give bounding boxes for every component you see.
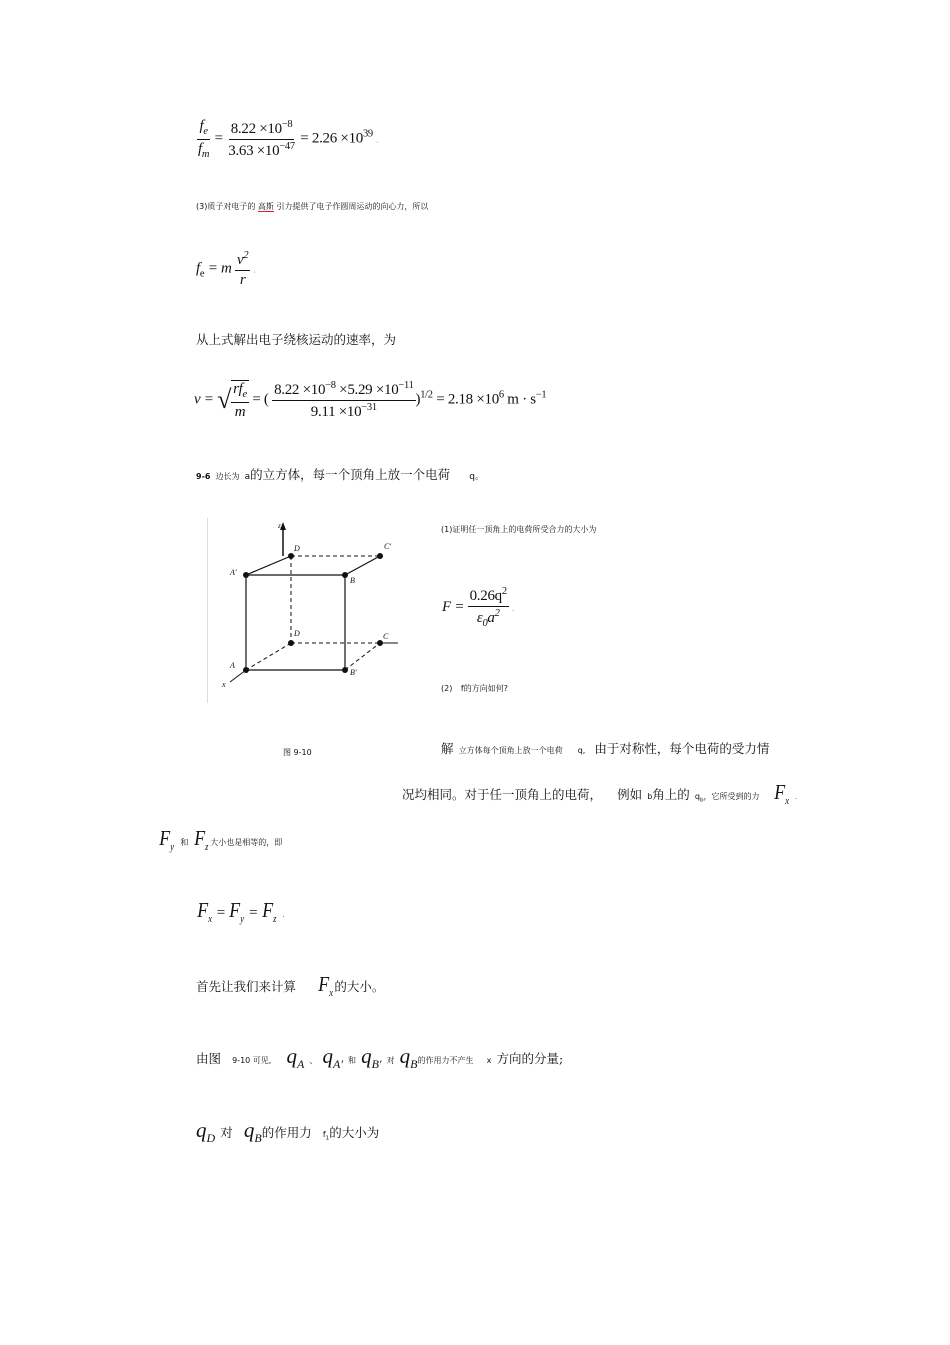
label-z: z	[278, 522, 281, 530]
label-D-lower: D	[294, 629, 300, 638]
figure-analysis-line: 由图 9-10 可见, $q_A$ 、 $q_{A'}$ 和 $q_{B'}$ 对 $q_B$的作用力不产生 x 方向的分量;	[196, 1044, 564, 1072]
label-B: B	[350, 576, 355, 585]
velocity-intro-text: 从上式解出电子绕核运动的速率，为	[196, 332, 397, 347]
label-x: x	[222, 680, 226, 689]
label-C-prime: C'	[384, 542, 392, 551]
solution-line-1: 解 立方体每个顶角上放一个电荷 q, 由于对称性，每个电荷的受力情	[441, 741, 770, 756]
equation-force-ratio: $\frac{f_e}{f_m}$ = $\frac{8.22 \times 10^{-8}}{3.63 \times 10^{-47}}$ = $2.26 \times 10^{39}$ .	[198, 118, 378, 160]
equation-resultant-force: F = $\frac{0.26q^2}{\varepsilon_0a^2}$ .	[442, 586, 514, 629]
solution-line-3: $F_y$ 和 $F_z$大小也是相等的，即	[159, 826, 283, 854]
equation-centripetal: $f_e = m$ $\frac{v^2}{r}$ .	[196, 250, 255, 288]
qd-on-qb-line: $q_D$ 对 $q_B$的作用力 $f_1$的大小为	[196, 1118, 380, 1146]
label-A-prime: A'	[230, 568, 237, 577]
solution-line-2: 况均相同。对于任一顶角上的电荷， 例如 b角上的 $q_b$，它所受到的力 $F_x$ .	[402, 780, 797, 808]
fraction-values: $\frac{8.22 \times 10^{-8}}{3.63 \times 10^{-47}}$	[228, 119, 295, 159]
compute-fx-line: 首先让我们来计算 $F_x$的大小。	[196, 972, 385, 1000]
equation-symmetry: $F_x = F_y = F_z$ .	[197, 898, 285, 926]
cube-figure	[207, 518, 398, 703]
question-1: (1)证明任一顶角上的电荷所受合力的大小为	[441, 525, 597, 534]
equation-velocity: v = √ $\frac{rf_e}{m}$ = ( $\frac{8.22 \times 10^{-8} \times 5.29 \times 10^{-11}}{9.11 \times 10^{-31}}$ )$^{1/2} = 2.18 \times 10^6$ $m \cdot s^{-1}$	[194, 380, 547, 420]
label-D: D	[294, 544, 300, 553]
label-A: A	[230, 661, 235, 670]
highlighted-word: 高斯	[257, 202, 274, 211]
figure-caption: 图 9-10	[283, 748, 312, 757]
question-2: (2) f的方向如何?	[441, 684, 508, 693]
label-C-lower: C	[383, 632, 389, 641]
label-B-prime: B'	[350, 668, 357, 677]
line-3-statement: (3)质子对电子的 高斯 引力提供了电子作圆周运动的向心力，所以	[196, 202, 429, 211]
problem-9-6-statement: 9-6 边长为 a的立方体，每一个顶角上放一个电荷 q。	[196, 467, 484, 482]
cube-diagram	[208, 518, 398, 703]
fraction-fe-fm: $\frac{f_e}{f_m}$	[198, 118, 210, 160]
